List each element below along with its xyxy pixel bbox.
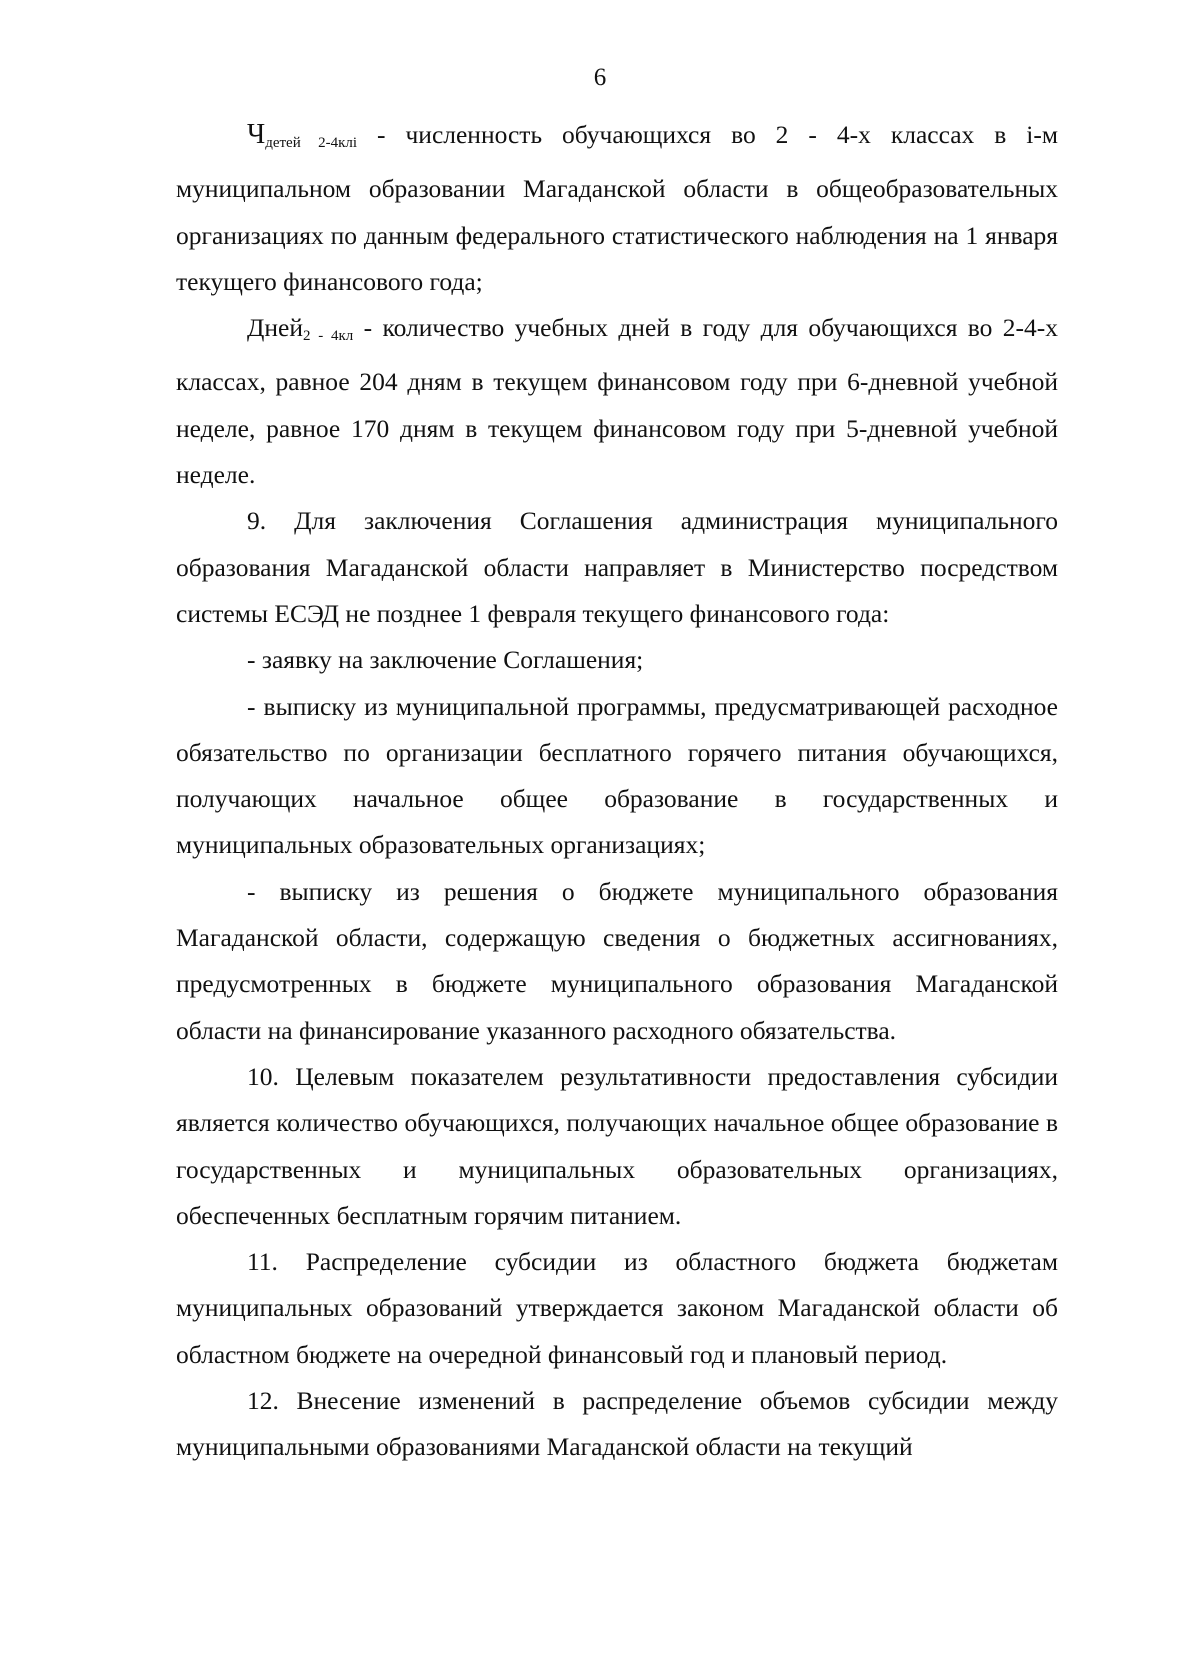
- term-symbol: Дней: [247, 313, 304, 343]
- definition-children-count: [176, 112, 1058, 305]
- page-number: 6: [593, 64, 607, 91]
- term-symbol: Ч: [247, 119, 266, 150]
- paragraph-9: 9. Для заключения Соглашения администрация муниципального образования Магаданской области направляет в Министерство посредством системы ЕСЭД не позднее 1 февраля текущего финансового года:: [176, 506, 1058, 628]
- definition-school-days: [176, 305, 1058, 498]
- document-body: [176, 112, 1058, 1471]
- paragraph-11: 11. Распределение субсидии из областного бюджета бюджетам муниципальных образований утверждается законом Магаданской области об областном бюджете на очередной финансовый год и плановый период.: [176, 1247, 1058, 1369]
- term-subscript: 2 - 4кл: [303, 328, 354, 345]
- paragraph-9-item-3: - выписку из решения о бюджете муниципального образования Магаданской области, содержащую сведения о бюджетных ассигнованиях, предусмотренных в бюджете муниципального образования Магаданской области на финансирование указанного расходного обязательства.: [176, 876, 1058, 1045]
- term-subscript: детей 2-4кл: [265, 135, 353, 151]
- definition-text: - количество учебных дней в году для обучающихся во 2-4-х классах, равное 204 дням в текущем финансовом году при 6-дневной учебной неделе, равное 170 дням в текущем финансовом году при 5-дневной учебной неделе.: [176, 313, 1058, 490]
- term-index: i: [352, 135, 358, 151]
- paragraph-12: 12. Внесение изменений в распределение объемов субсидии между муниципальными образованиями Магаданской области на текущий: [176, 1386, 1058, 1462]
- paragraph-9-item-1: - заявку на заключение Соглашения;: [247, 645, 644, 675]
- paragraph-10: 10. Целевым показателем результативности предоставления субсидии является количество обучающихся, получающих начальное общее образование в государственных и муниципальных образовательных организациях, обеспеченных бесплатным горячим питанием.: [176, 1061, 1058, 1230]
- definition-text: - численность обучающихся во 2 - 4-х классах в i-м муниципальном образовании Магаданской области в общеобразовательных организациях по данным федерального статистического наблюдения на 1 января текущего финансового года;: [176, 120, 1058, 296]
- paragraph-9-item-2: - выписку из муниципальной программы, предусматривающей расходное обязательство по организации бесплатного горячего питания обучающихся, получающих начальное общее образование в государственных и муниципальных образовательных организациях;: [176, 691, 1058, 860]
